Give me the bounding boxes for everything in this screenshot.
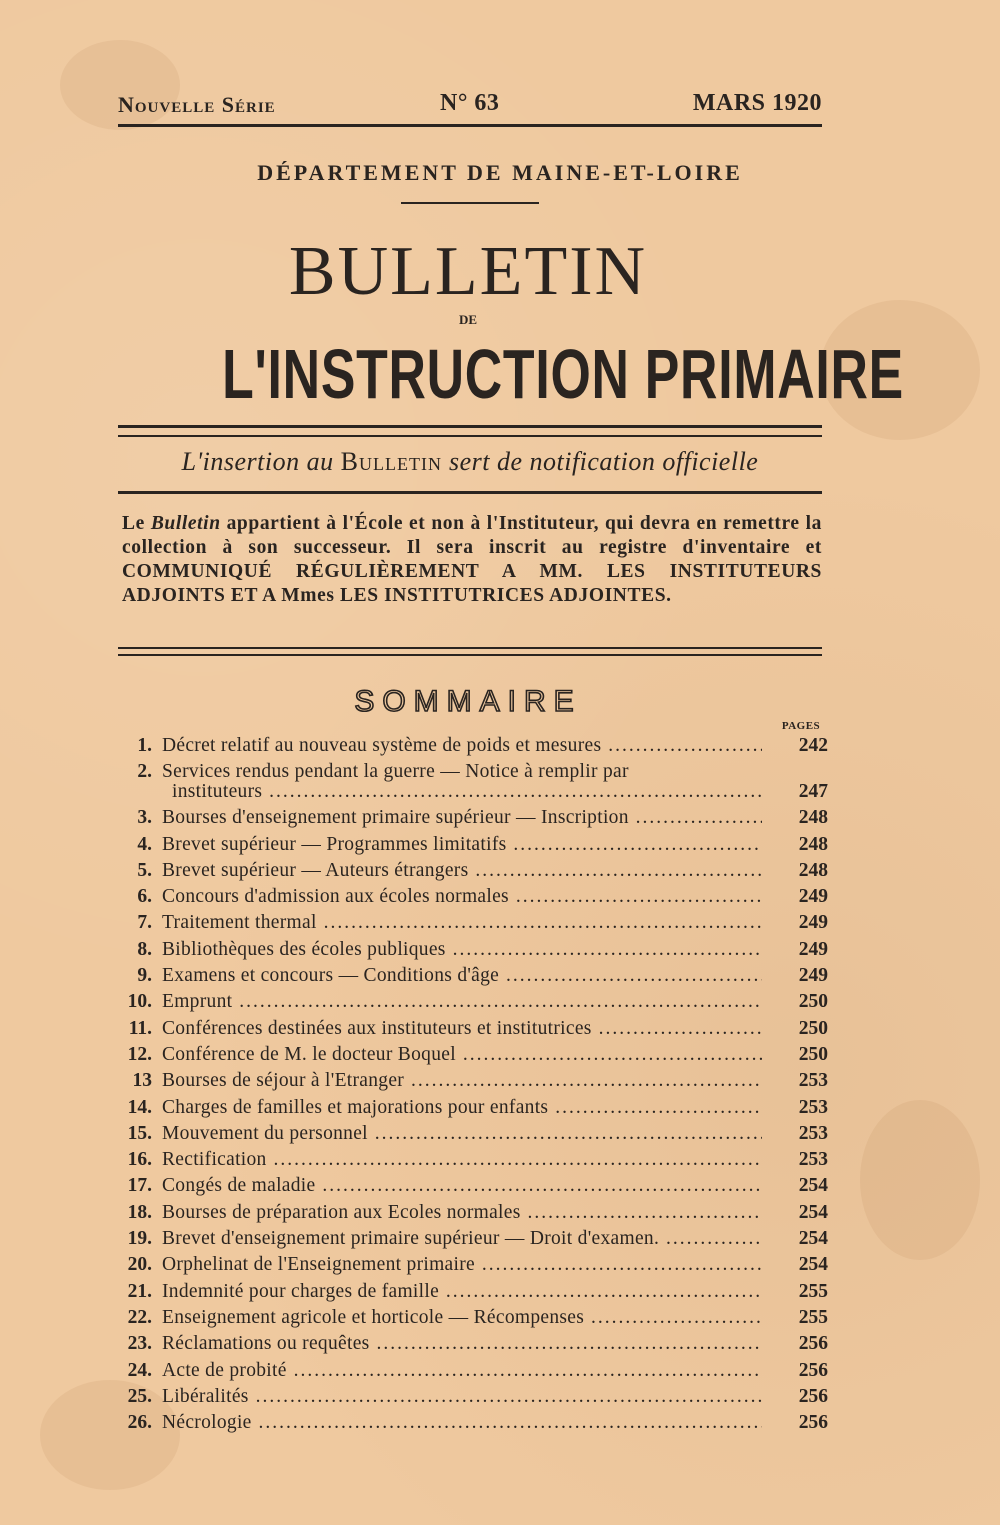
toc-entry-title: Services rendus pendant la guerre — Notice à remplir par (162, 761, 629, 783)
toc-entry (116, 1331, 828, 1357)
toc-entry-number: 24. (127, 1359, 152, 1381)
notice-le: Le (122, 513, 151, 534)
toc-entry-title: Orphelinat de l'Enseignement primaire ..... (162, 1252, 762, 1278)
toc-entry-title: Charges de familles et majorations pour enfants ..... (162, 1095, 762, 1121)
toc-entry (116, 884, 828, 910)
toc-entry-title: Conférences destinées aux instituteurs et institutrices ..... (162, 1016, 762, 1042)
toc-entry (116, 1121, 828, 1147)
toc-entry (116, 1305, 828, 1331)
toc-entry (116, 733, 828, 759)
toc-entry-title: Brevet supérieur — Programmes limitatifs ..... (162, 832, 762, 858)
toc-entry-number: 13 (132, 1070, 152, 1092)
toc-entry-title: Rectification ..... (162, 1147, 762, 1173)
toc-entry-number: 20. (127, 1254, 152, 1276)
toc-entry-page: 254 (798, 1228, 828, 1250)
toc-entry (116, 1068, 828, 1094)
issue-date: MARS 1920 (692, 90, 822, 116)
toc-entry (116, 937, 828, 963)
department-rule (401, 202, 539, 204)
toc-entry (116, 1410, 828, 1436)
toc-entry-title: Examens et concours — Conditions d'âge ..... (162, 963, 762, 989)
toc-entry-number: 23. (127, 1333, 152, 1355)
toc-entry-page: 249 (798, 886, 828, 908)
toc-entry-number: 25. (127, 1385, 152, 1407)
toc-entry-title: Nécrologie ..... (162, 1410, 762, 1436)
toc-entry-number: 17. (127, 1175, 152, 1197)
toc-entry-page: 249 (798, 938, 828, 960)
toc-entry-title: Congés de maladie ..... (162, 1173, 762, 1199)
toc-entry-number: 14. (127, 1096, 152, 1118)
toc-entry-number: 5. (137, 859, 152, 881)
toc-entry-page: 250 (798, 1043, 828, 1065)
toc-entry-page: 250 (798, 1017, 828, 1039)
toc-entry-page: 255 (798, 1280, 828, 1302)
table-of-contents (116, 733, 828, 1436)
toc-entry (116, 1016, 828, 1042)
toc-entry-number: 21. (127, 1280, 152, 1302)
toc-entry (116, 832, 828, 858)
toc-entry-title: Bourses de préparation aux Ecoles normales ..... (162, 1200, 762, 1226)
header-rule (118, 124, 822, 127)
toc-entry (116, 1042, 828, 1068)
toc-entry-title: Emprunt ..... (162, 989, 762, 1015)
toc-entry-number: 6. (137, 886, 152, 908)
toc-entry (116, 1147, 828, 1173)
toc-entry-title: Traitement thermal ..... (162, 910, 762, 936)
toc-entry-title: Acte de probité ..... (162, 1358, 762, 1384)
toc-entry-number: 3. (137, 807, 152, 829)
toc-entry (116, 858, 828, 884)
toc-entry-page: 254 (798, 1175, 828, 1197)
toc-entry-title: Bourses d'enseignement primaire supérieur — Inscription ..... (162, 805, 762, 831)
title-rule (118, 425, 822, 437)
toc-entry-number: 15. (127, 1122, 152, 1144)
toc-entry-page: 242 (798, 735, 828, 756)
insertion-note (118, 447, 822, 477)
toc-entry-page: 253 (798, 1096, 828, 1118)
department-name: DÉPARTEMENT DE MAINE-ET-LOIRE (257, 160, 743, 185)
notice-bulletin: Bulletin (150, 513, 221, 534)
toc-entry-title: Conférence de M. le docteur Boquel ..... (162, 1042, 762, 1068)
notice-rest: appartient à l'École et non à l'Instituteur, qui devra en remettre la collection à son successeur. Il sera inscrit au registre d'inventaire et COMMUNIQUÉ RÉGULIÈREMENT A MM. LES INSTITUTEURS ADJOINTS ET A Mmes LES INSTITUTRICES ADJOINTES. (122, 513, 822, 606)
toc-entry (116, 1200, 828, 1226)
toc-entry (116, 805, 828, 831)
toc-entry-page: 247 (798, 781, 828, 803)
toc-entry-title: Brevet supérieur — Auteurs étrangers ..... (162, 858, 762, 884)
pages-column-label: PAGES (781, 720, 821, 732)
masthead-row (118, 88, 822, 122)
toc-entry-title: Concours d'admission aux écoles normales ..... (162, 884, 762, 910)
toc-entry-page: 254 (798, 1201, 828, 1223)
title-bulletin: BULLETIN (288, 233, 648, 310)
toc-entry (116, 1226, 828, 1252)
toc-entry-number: 19. (127, 1228, 152, 1250)
title-instruction-primaire (222, 335, 904, 413)
toc-entry-number: 18. (127, 1201, 152, 1223)
toc-entry-page: 254 (798, 1254, 828, 1276)
toc-entry-page: 248 (798, 833, 828, 855)
toc-entry-number: 10. (127, 991, 152, 1013)
toc-entry-page: 250 (798, 991, 828, 1013)
insertion-rule (118, 491, 822, 494)
title-de: DE (458, 312, 478, 327)
toc-entry (116, 963, 828, 989)
insertion-part3: sert de notification officielle (441, 447, 759, 476)
toc-entry (116, 1279, 828, 1305)
toc-entry (116, 1252, 828, 1278)
notice-rule (118, 647, 822, 656)
toc-entry-title: Bibliothèques des écoles publiques ..... (162, 937, 762, 963)
toc-entry (116, 1095, 828, 1121)
toc-entry-page: 249 (798, 912, 828, 934)
toc-entry-number: 4. (137, 833, 152, 855)
toc-entry-number: 11. (128, 1017, 152, 1039)
toc-entry-title: Mouvement du personnel ..... (162, 1121, 762, 1147)
toc-entry-page: 248 (798, 807, 828, 829)
toc-entry-title-continued: instituteurs ..... (172, 779, 762, 805)
title-instruction-text: L'INSTRUCTION PRIMAIRE (222, 335, 904, 413)
toc-entry-page: 253 (798, 1122, 828, 1144)
toc-entry (116, 1384, 828, 1410)
toc-entry-number: 12. (127, 1043, 152, 1065)
toc-entry-page: 253 (798, 1149, 828, 1171)
toc-entry-number: 8. (137, 938, 152, 960)
toc-entry-title: Enseignement agricole et horticole — Récompenses ..... (162, 1305, 762, 1331)
toc-entry-title: Réclamations ou requêtes ..... (162, 1331, 762, 1357)
toc-entry-page: 256 (798, 1359, 828, 1381)
toc-entry-title: Décret relatif au nouveau système de poids et mesures ..... (162, 733, 762, 759)
issue-number: N° 63 (440, 90, 500, 116)
toc-entry-title: Libéralités ..... (162, 1384, 762, 1410)
insertion-part1: L'insertion au (181, 447, 341, 476)
toc-entry-page: 255 (798, 1306, 828, 1328)
toc-entry-page: 249 (798, 965, 828, 987)
toc-entry-page: 256 (798, 1333, 828, 1355)
toc-entry-number: 9. (137, 965, 152, 987)
toc-entry-title: Bourses de séjour à l'Etranger ..... (162, 1068, 762, 1094)
toc-entry-number: 2. (137, 761, 152, 783)
ownership-notice (122, 512, 822, 608)
toc-entry-number: 26. (127, 1412, 152, 1434)
toc-entry-number: 22. (127, 1306, 152, 1328)
toc-entry-page: 248 (798, 859, 828, 881)
toc-entry-number: 16. (127, 1149, 152, 1171)
toc-entry-title: Indemnité pour charges de famille ..... (162, 1279, 762, 1305)
toc-entry-page: 256 (798, 1412, 828, 1434)
toc-entry (116, 1173, 828, 1199)
insertion-bulletin: Bulletin (340, 447, 442, 476)
toc-entry-number: 7. (137, 912, 152, 934)
toc-entry (116, 1358, 828, 1384)
toc-entry-number: 1. (137, 735, 152, 756)
series-label: Nouvelle Série (118, 92, 276, 117)
toc-entry (116, 910, 828, 936)
toc-entry-title: Brevet d'enseignement primaire supérieur — Droit d'examen. ..... (162, 1226, 762, 1252)
toc-entry-page: 256 (798, 1385, 828, 1407)
paper-stain (860, 1100, 980, 1260)
toc-entry (116, 989, 828, 1015)
sommaire-heading: SOMMAIRE (354, 685, 582, 718)
toc-entry-page: 253 (798, 1070, 828, 1092)
toc-entry (116, 759, 828, 805)
